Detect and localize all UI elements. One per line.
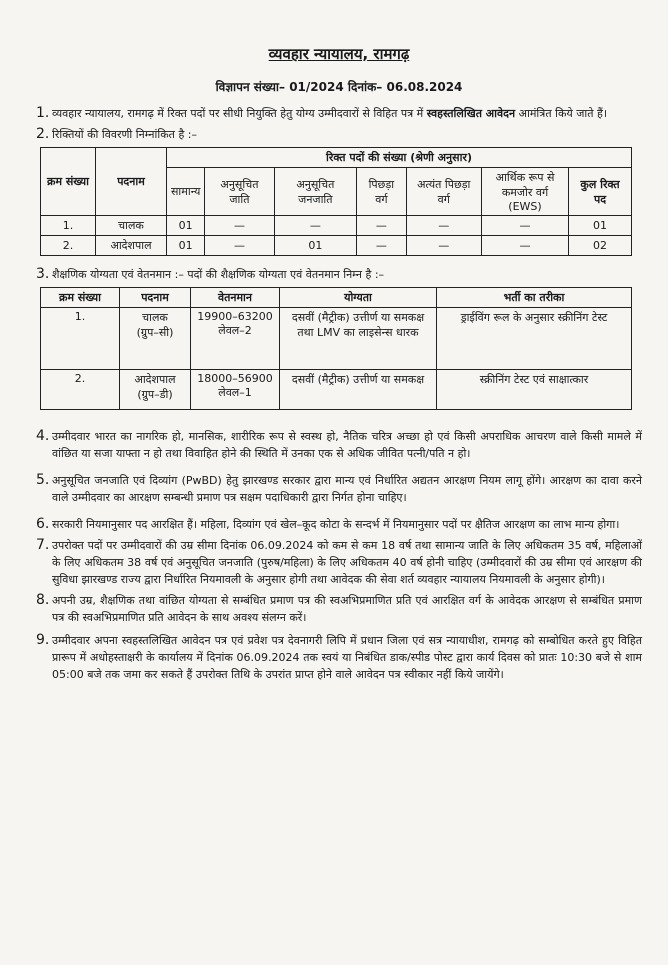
cell-total: 01	[569, 216, 632, 236]
vacancy-table	[40, 147, 632, 256]
point-text: उपरोक्त पदों पर उम्मीदवारों की उम्र सीमा दिनांक 06.09.2024 को कम से कम 18 वर्ष तथा सामान्य जाति के लिए अधिकतम 35 वर्ष, महिलाओं के लिए अधिकतम 38 वर्ष एवं अनुसूचित जनजाति (पुरुष/महिला) के लिए अधिकतम 40 वर्ष होनी चाहिए (उम्मीदवारों की उम्र सीमा एवं आरक्षण की सुविधा झारखण्ड राज्य द्वारा निर्धारित नियमावली के अनुसार होगी तथा आवेदक की सेवा शर्त व्यवहार न्यायालय नियमावली के अनुसार होगी)।	[52, 539, 642, 586]
header-st: अनुसूचित जनजाति	[274, 168, 357, 216]
cell-total: 02	[569, 236, 632, 256]
cell-pay	[191, 370, 280, 410]
post-group: (ग्रुप–डी)	[137, 388, 173, 401]
pay-scale: 18000–56900	[197, 372, 273, 385]
qualification-table	[40, 287, 632, 410]
point-9	[36, 632, 642, 683]
pay-scale: 19900–63200	[197, 310, 273, 323]
cell-general: 01	[167, 236, 205, 256]
cell-sc: —	[205, 216, 274, 236]
cell-sno: 2.	[41, 370, 120, 410]
cell-sno: 1.	[41, 216, 96, 236]
cell-ews: —	[482, 236, 569, 256]
post-name: आदेशपाल	[134, 373, 176, 386]
table-row	[41, 308, 632, 370]
cell-method: स्क्रीनिंग टेस्ट एवं साक्षात्कार	[437, 370, 632, 410]
post-group: (ग्रुप–सी)	[136, 326, 174, 339]
point-number: 8.	[36, 592, 50, 608]
point-text: उम्मीदवार अपना स्वहस्तलिखित आवेदन पत्र एवं प्रवेश पत्र देवनागरी लिपि में प्रधान जिला एवं सत्र न्यायाधीश, रामगढ़ को सम्बोधित करते हुए विहित प्रारूप में अधोहस्ताक्षरी के कार्यालय में दिनांक 06.09.2024 तक स्वयं या निबंधित डाक/स्पीड पोस्ट द्वारा कार्य दिवस को प्रातः 10:30 बजे से शाम 05:00 बजे तक जमा कर सकते हैं उपरोक्त तिथि के उपरांत प्राप्त होने वाले आवेदन पत्र स्वीकार नहीं किये जायेंगे।	[52, 634, 642, 681]
point-number: 1.	[36, 105, 50, 121]
cell-ebc: —	[406, 216, 481, 236]
cell-post	[120, 370, 191, 410]
header-general: सामान्य	[167, 168, 205, 216]
cell-post: चालक	[96, 216, 167, 236]
cell-qualification: दसवीं (मैट्रीक) उत्तीर्ण या समकक्ष	[280, 370, 437, 410]
cell-st: —	[274, 216, 357, 236]
cell-pay	[191, 308, 280, 370]
pay-level: लेवल–2	[218, 324, 252, 337]
point-text: रिक्तियों की विवरणी निम्नांकित है :–	[52, 128, 197, 141]
cell-sc: —	[205, 236, 274, 256]
point-text: उम्मीदवार भारत का नागरिक हो, मानसिक, शारीरिक रूप से स्वस्थ हो, नैतिक चरित्र अच्छा हो एवं किसी अपराधिक आचरण वाले किसी मामले में वांछित या सजा याफ्ता न हो तथा विवाहित होने की स्थिति में उनका एक से अधिक जीवित पत्नी/पति न हो।	[52, 430, 642, 460]
header-sno: क्रम संख्या	[41, 288, 120, 308]
point-text: व्यवहार न्यायालय, रामगढ़ में रिक्त पदों पर सीधी नियुक्ति हेतु योग्य उम्मीदवारों से विहित पत्र में	[52, 107, 424, 120]
table-row	[41, 236, 632, 256]
point-text: आमंत्रित किये जाते हैं।	[515, 107, 608, 120]
office-title: व्यवहार न्यायालय, रामगढ़	[268, 45, 410, 63]
header-post: पदनाम	[120, 288, 191, 308]
point-text: अनुसूचित जनजाति एवं दिव्यांग (PwBD) हेतु झारखण्ड सरकार द्वारा मान्य एवं निर्धारित अद्यतन आरक्षण नियम लागू होंगे। आरक्षण का दावा करने वाले उम्मीदवार का आरक्षण सम्बन्धी प्रमाण पत्र सक्षम पदाधिकारी द्वारा निर्गत होना चाहिए।	[52, 474, 642, 504]
header-pay: वेतनमान	[191, 288, 280, 308]
header-vacancy-group: रिक्त पदों की संख्या (श्रेणी अनुसार)	[167, 148, 632, 168]
point-text: शैक्षणिक योग्यता एवं वेतनमान :– पदों की शैक्षणिक योग्यता एवं वेतनमान निम्न है :–	[52, 268, 385, 281]
table-row	[41, 370, 632, 410]
header-sno: क्रम संख्या	[41, 148, 96, 216]
point-text: सरकारी नियमानुसार पद आरक्षित हैं। महिला, दिव्यांग एवं खेल–कूद कोटा के सन्दर्भ में नियमानुसार पदों पर क्षैतिज आरक्षण का लाभ मान्य होगा।	[52, 518, 620, 531]
pay-level: लेवल–1	[218, 386, 252, 399]
post-name: चालक	[142, 311, 168, 324]
header-post: पदनाम	[96, 148, 167, 216]
point-5	[36, 472, 642, 506]
point-number: 2.	[36, 126, 50, 142]
point-4	[36, 428, 642, 462]
point-text: अपनी उम्र, शैक्षणिक तथा वांछित योग्यता से सम्बंधित प्रमाण पत्र की स्वअभिप्रमाणित प्रति एवं आरक्षित वर्ग के आवेदक आरक्षण से सम्बंधित प्रमाण पत्र की स्वअभिप्रमाणित प्रति आवेदन के साथ अवश्य संलग्न करें।	[52, 594, 642, 624]
point-3	[36, 266, 642, 283]
cell-sno: 2.	[41, 236, 96, 256]
point-8	[36, 592, 642, 626]
header-bc: पिछड़ा वर्ग	[357, 168, 406, 216]
header-ebc: अत्यंत पिछड़ा वर्ग	[406, 168, 481, 216]
cell-ews: —	[482, 216, 569, 236]
point-number: 6.	[36, 516, 50, 532]
point-6	[36, 516, 642, 533]
point-number: 7.	[36, 537, 50, 553]
cell-qualification: दसवीं (मैट्रीक) उत्तीर्ण या समकक्ष तथा LMV का लाइसेन्स धारक	[280, 308, 437, 370]
point-bold-text: स्वहस्तलिखित आवेदन	[426, 107, 516, 120]
header-sc: अनुसूचित जाति	[205, 168, 274, 216]
cell-st: 01	[274, 236, 357, 256]
cell-bc: —	[357, 236, 406, 256]
cell-bc: —	[357, 216, 406, 236]
advertisement-number: विज्ञापन संख्या– 01/2024 दिनांक– 06.08.2024	[215, 80, 463, 94]
cell-ebc: —	[406, 236, 481, 256]
point-2	[36, 126, 642, 143]
point-number: 9.	[36, 632, 50, 648]
cell-post: आदेशपाल	[96, 236, 167, 256]
point-number: 5.	[36, 472, 50, 488]
point-1	[36, 105, 642, 122]
point-7	[36, 537, 642, 588]
cell-post	[120, 308, 191, 370]
cell-general: 01	[167, 216, 205, 236]
point-number: 3.	[36, 266, 50, 282]
header-total: कुल रिक्त पद	[569, 168, 632, 216]
point-number: 4.	[36, 428, 50, 444]
header-ews: आर्थिक रूप से कमजोर वर्ग (EWS)	[482, 168, 569, 216]
cell-method: ड्राईविंग रूल के अनुसार स्क्रीनिंग टेस्ट	[437, 308, 632, 370]
header-qualification: योग्यता	[280, 288, 437, 308]
header-method: भर्ती का तरीका	[437, 288, 632, 308]
table-row	[41, 216, 632, 236]
cell-sno: 1.	[41, 308, 120, 370]
